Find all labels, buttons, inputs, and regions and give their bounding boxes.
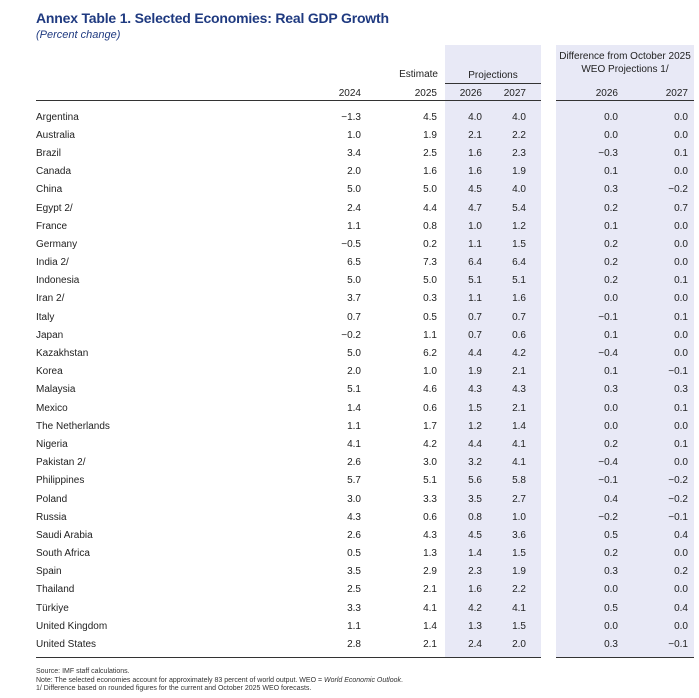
value-2027: 5.1 bbox=[512, 275, 526, 287]
value-2026: 1.0 bbox=[468, 220, 482, 232]
diff-2027: −0.1 bbox=[668, 639, 688, 651]
value-2024: 2.4 bbox=[347, 202, 361, 214]
diff-2026: 0.2 bbox=[604, 438, 618, 450]
diff-header-2026: 2026 bbox=[595, 88, 618, 99]
table-row bbox=[36, 399, 688, 417]
diff-2026: 0.3 bbox=[604, 639, 618, 651]
diff-2026: 0.3 bbox=[604, 384, 618, 396]
diff-2027: 0.0 bbox=[674, 129, 688, 141]
diff-2027: 0.0 bbox=[674, 238, 688, 250]
value-2026: 6.4 bbox=[468, 257, 482, 269]
country-name: Kazakhstan bbox=[36, 348, 89, 360]
table-row bbox=[36, 290, 688, 308]
country-name: Egypt 2/ bbox=[36, 202, 73, 214]
country-name: Saudi Arabia bbox=[36, 529, 93, 541]
diff-2026: −0.2 bbox=[598, 511, 618, 523]
value-2027: 4.1 bbox=[512, 438, 526, 450]
table-row bbox=[36, 126, 688, 144]
diff-header-2027: 2027 bbox=[665, 88, 688, 99]
country-name: Philippines bbox=[36, 475, 85, 487]
diff-2026: 0.0 bbox=[604, 402, 618, 414]
diff-2027: 0.1 bbox=[674, 402, 688, 414]
value-2027: 1.9 bbox=[512, 566, 526, 578]
value-2024: 1.1 bbox=[347, 620, 361, 632]
footnotes bbox=[36, 668, 403, 694]
value-2027: 1.5 bbox=[512, 620, 526, 632]
value-2025: 1.4 bbox=[423, 620, 437, 632]
value-2027: 4.2 bbox=[512, 348, 526, 360]
value-2026: 4.5 bbox=[468, 184, 482, 196]
diff-2026: 0.3 bbox=[604, 184, 618, 196]
value-2025: 3.0 bbox=[423, 457, 437, 469]
country-name: Malaysia bbox=[36, 384, 76, 396]
value-2027: 5.4 bbox=[512, 202, 526, 214]
value-2026: 0.7 bbox=[468, 311, 482, 323]
table-row bbox=[36, 381, 688, 399]
diff-2027: −0.2 bbox=[668, 493, 688, 505]
diff-2027: 0.1 bbox=[674, 275, 688, 287]
value-2027: 2.1 bbox=[512, 366, 526, 378]
diff-2026: 0.5 bbox=[604, 602, 618, 614]
diff-2027: 0.0 bbox=[674, 293, 688, 305]
table-row bbox=[36, 254, 688, 272]
diff-2026: 0.4 bbox=[604, 493, 618, 505]
table-row bbox=[36, 235, 688, 253]
diff-2027: 0.0 bbox=[674, 166, 688, 178]
diff-2026: 0.3 bbox=[604, 566, 618, 578]
value-2026: 4.4 bbox=[468, 438, 482, 450]
table-row bbox=[36, 363, 688, 381]
value-2026: 1.3 bbox=[468, 620, 482, 632]
diff-2027: 0.0 bbox=[674, 329, 688, 341]
value-2025: 0.3 bbox=[423, 293, 437, 305]
table-row bbox=[36, 617, 688, 635]
value-2024: −1.3 bbox=[341, 111, 361, 123]
country-name: South Africa bbox=[36, 548, 90, 560]
footnote-1: 1/ Difference based on rounded figures for the current and October 2025 WEO forecasts. bbox=[36, 685, 312, 693]
value-2027: 4.1 bbox=[512, 602, 526, 614]
table-row bbox=[36, 217, 688, 235]
value-2025: 5.0 bbox=[423, 275, 437, 287]
country-name: The Netherlands bbox=[36, 420, 110, 432]
country-name: Spain bbox=[36, 566, 62, 578]
diff-2026: 0.2 bbox=[604, 257, 618, 269]
value-2026: 4.5 bbox=[468, 529, 482, 541]
table-row bbox=[36, 581, 688, 599]
table-row bbox=[36, 599, 688, 617]
diff-2026: 0.2 bbox=[604, 548, 618, 560]
header-rule bbox=[36, 100, 541, 101]
diff-2026: 0.1 bbox=[604, 366, 618, 378]
diff-2026: −0.1 bbox=[598, 311, 618, 323]
diff-2027: 0.3 bbox=[674, 384, 688, 396]
table-row bbox=[36, 508, 688, 526]
diff-2026: −0.4 bbox=[598, 457, 618, 469]
country-name: Brazil bbox=[36, 147, 62, 159]
value-2026: 1.9 bbox=[468, 366, 482, 378]
col-header-2026: 2026 bbox=[459, 88, 482, 99]
diff-2027: 0.0 bbox=[674, 220, 688, 232]
diff-2026: 0.5 bbox=[604, 529, 618, 541]
table-row bbox=[36, 563, 688, 581]
value-2024: 0.7 bbox=[347, 311, 361, 323]
diff-2026: −0.1 bbox=[598, 475, 618, 487]
diff-2026: −0.4 bbox=[598, 348, 618, 360]
country-name: Italy bbox=[36, 311, 55, 323]
value-2027: 1.2 bbox=[512, 220, 526, 232]
value-2026: 2.4 bbox=[468, 639, 482, 651]
value-2027: 1.6 bbox=[512, 293, 526, 305]
diff-2027: 0.0 bbox=[674, 457, 688, 469]
value-2026: 5.1 bbox=[468, 275, 482, 287]
value-2024: 2.6 bbox=[347, 457, 361, 469]
country-name: Germany bbox=[36, 238, 78, 250]
table-row bbox=[36, 272, 688, 290]
country-name: China bbox=[36, 184, 63, 196]
value-2027: 0.6 bbox=[512, 329, 526, 341]
value-2027: 2.7 bbox=[512, 493, 526, 505]
source-note: Source: IMF staff calculations. bbox=[36, 668, 130, 675]
value-2024: 3.0 bbox=[347, 493, 361, 505]
value-2027: 0.7 bbox=[512, 311, 526, 323]
country-name: Iran 2/ bbox=[36, 293, 65, 305]
country-name: Indonesia bbox=[36, 275, 80, 287]
diff-2027: 0.4 bbox=[674, 529, 688, 541]
diff-2027: 0.1 bbox=[674, 311, 688, 323]
value-2027: 4.0 bbox=[512, 111, 526, 123]
country-name: Argentina bbox=[36, 111, 79, 123]
value-2024: 3.7 bbox=[347, 293, 361, 305]
value-2027: 2.0 bbox=[512, 639, 526, 651]
country-name: Canada bbox=[36, 166, 72, 178]
diff-2026: 0.0 bbox=[604, 584, 618, 596]
country-name: Thailand bbox=[36, 584, 75, 596]
value-2025: 2.1 bbox=[423, 584, 437, 596]
diff-2027: 0.1 bbox=[674, 147, 688, 159]
diff-2027: 0.0 bbox=[674, 420, 688, 432]
difference-label-line2: WEO Projections 1/ bbox=[581, 64, 669, 75]
country-name: Nigeria bbox=[36, 438, 68, 450]
value-2024: 0.5 bbox=[347, 548, 361, 560]
value-2024: 5.7 bbox=[347, 475, 361, 487]
table-row bbox=[36, 326, 688, 344]
value-2026: 0.8 bbox=[468, 511, 482, 523]
value-2026: 1.1 bbox=[468, 293, 482, 305]
value-2024: 4.3 bbox=[347, 511, 361, 523]
value-2025: 6.2 bbox=[423, 348, 437, 360]
table-row bbox=[36, 417, 688, 435]
diff-2026: 0.1 bbox=[604, 329, 618, 341]
value-2027: 1.5 bbox=[512, 548, 526, 560]
value-2027: 1.9 bbox=[512, 166, 526, 178]
diff-2026: 0.1 bbox=[604, 220, 618, 232]
value-2025: 2.5 bbox=[423, 147, 437, 159]
value-2027: 1.0 bbox=[512, 511, 526, 523]
country-name: Mexico bbox=[36, 402, 68, 414]
value-2027: 2.3 bbox=[512, 147, 526, 159]
value-2024: −0.2 bbox=[341, 329, 361, 341]
table-title: Annex Table 1. Selected Economies: Real GDP Growth bbox=[36, 10, 389, 26]
col-header-2024: 2024 bbox=[338, 88, 361, 99]
value-2026: 1.4 bbox=[468, 548, 482, 560]
diff-2027: −0.1 bbox=[668, 511, 688, 523]
diff-2026: 0.0 bbox=[604, 293, 618, 305]
diff-2027: 0.0 bbox=[674, 620, 688, 632]
value-2027: 4.3 bbox=[512, 384, 526, 396]
value-2025: 4.2 bbox=[423, 438, 437, 450]
value-2024: −0.5 bbox=[341, 238, 361, 250]
table-row bbox=[36, 490, 688, 508]
value-2026: 3.5 bbox=[468, 493, 482, 505]
value-2026: 4.4 bbox=[468, 348, 482, 360]
table-row bbox=[36, 144, 688, 162]
country-name: Japan bbox=[36, 329, 64, 341]
value-2024: 1.4 bbox=[347, 402, 361, 414]
value-2025: 2.9 bbox=[423, 566, 437, 578]
diff-2027: −0.1 bbox=[668, 366, 688, 378]
value-2025: 2.1 bbox=[423, 639, 437, 651]
value-2024: 5.1 bbox=[347, 384, 361, 396]
value-2026: 1.2 bbox=[468, 420, 482, 432]
table-row bbox=[36, 344, 688, 362]
value-2027: 2.2 bbox=[512, 129, 526, 141]
table-row bbox=[36, 199, 688, 217]
value-2027: 6.4 bbox=[512, 257, 526, 269]
value-2026: 4.0 bbox=[468, 111, 482, 123]
country-name: Poland bbox=[36, 493, 68, 505]
value-2025: 3.3 bbox=[423, 493, 437, 505]
value-2025: 4.6 bbox=[423, 384, 437, 396]
value-2025: 4.1 bbox=[423, 602, 437, 614]
difference-label-line1: Difference from October 2025 bbox=[559, 51, 691, 62]
diff-2027: 0.1 bbox=[674, 438, 688, 450]
value-2026: 1.6 bbox=[468, 584, 482, 596]
value-2024: 2.5 bbox=[347, 584, 361, 596]
table-row bbox=[36, 472, 688, 490]
col-header-2025: 2025 bbox=[414, 88, 437, 99]
country-name: Russia bbox=[36, 511, 67, 523]
estimate-label: Estimate bbox=[399, 69, 438, 80]
value-2027: 2.1 bbox=[512, 402, 526, 414]
general-note-italic: World Economic Outlook bbox=[324, 676, 402, 684]
value-2025: 7.3 bbox=[423, 257, 437, 269]
value-2024: 1.1 bbox=[347, 220, 361, 232]
value-2024: 2.0 bbox=[347, 366, 361, 378]
diff-2027: 0.7 bbox=[674, 202, 688, 214]
general-note-suffix: . bbox=[401, 676, 403, 684]
value-2027: 5.8 bbox=[512, 475, 526, 487]
value-2024: 3.4 bbox=[347, 147, 361, 159]
country-name: France bbox=[36, 220, 68, 232]
value-2024: 6.5 bbox=[347, 257, 361, 269]
value-2025: 4.3 bbox=[423, 529, 437, 541]
value-2025: 0.2 bbox=[423, 238, 437, 250]
value-2026: 3.2 bbox=[468, 457, 482, 469]
diff-2026: 0.0 bbox=[604, 129, 618, 141]
diff-2026: 0.0 bbox=[604, 111, 618, 123]
value-2024: 2.0 bbox=[347, 166, 361, 178]
value-2026: 1.1 bbox=[468, 238, 482, 250]
diff-2027: 0.0 bbox=[674, 584, 688, 596]
value-2027: 1.5 bbox=[512, 238, 526, 250]
table-row bbox=[36, 181, 688, 199]
value-2027: 1.4 bbox=[512, 420, 526, 432]
value-2026: 2.3 bbox=[468, 566, 482, 578]
value-2024: 2.6 bbox=[347, 529, 361, 541]
general-note bbox=[36, 677, 403, 686]
value-2025: 1.3 bbox=[423, 548, 437, 560]
diff-2027: 0.4 bbox=[674, 602, 688, 614]
diff-2026: 0.0 bbox=[604, 420, 618, 432]
value-2026: 1.5 bbox=[468, 402, 482, 414]
country-name: United States bbox=[36, 639, 97, 651]
table-row bbox=[36, 635, 688, 653]
value-2026: 0.7 bbox=[468, 329, 482, 341]
table-row bbox=[36, 308, 688, 326]
value-2025: 4.5 bbox=[423, 111, 437, 123]
value-2026: 2.1 bbox=[468, 129, 482, 141]
diff-2026: 0.1 bbox=[604, 166, 618, 178]
diff-2026: 0.0 bbox=[604, 620, 618, 632]
table-row bbox=[36, 545, 688, 563]
value-2026: 4.3 bbox=[468, 384, 482, 396]
country-name: Pakistan 2/ bbox=[36, 457, 86, 469]
value-2025: 1.0 bbox=[423, 366, 437, 378]
value-2024: 3.5 bbox=[347, 566, 361, 578]
value-2025: 1.7 bbox=[423, 420, 437, 432]
value-2026: 5.6 bbox=[468, 475, 482, 487]
value-2027: 3.6 bbox=[512, 529, 526, 541]
value-2025: 5.1 bbox=[423, 475, 437, 487]
general-note-prefix: Note: The selected economies account for approximately 83 percent of world output. WEO = bbox=[36, 676, 324, 684]
table-row bbox=[36, 526, 688, 544]
value-2024: 5.0 bbox=[347, 275, 361, 287]
diff-2027: −0.2 bbox=[668, 475, 688, 487]
diff-2026: −0.3 bbox=[598, 147, 618, 159]
value-2025: 5.0 bbox=[423, 184, 437, 196]
col-header-2027: 2027 bbox=[503, 88, 526, 99]
value-2026: 4.2 bbox=[468, 602, 482, 614]
value-2024: 1.0 bbox=[347, 129, 361, 141]
value-2027: 2.2 bbox=[512, 584, 526, 596]
value-2025: 1.6 bbox=[423, 166, 437, 178]
table-row bbox=[36, 435, 688, 453]
value-2024: 5.0 bbox=[347, 184, 361, 196]
gdp-table bbox=[36, 108, 688, 654]
difference-bottom-rule bbox=[556, 657, 694, 658]
diff-2027: 0.2 bbox=[674, 566, 688, 578]
value-2027: 4.0 bbox=[512, 184, 526, 196]
diff-2027: −0.2 bbox=[668, 184, 688, 196]
value-2024: 3.3 bbox=[347, 602, 361, 614]
diff-2027: 0.0 bbox=[674, 257, 688, 269]
bottom-rule bbox=[36, 657, 541, 658]
value-2026: 1.6 bbox=[468, 166, 482, 178]
value-2024: 2.8 bbox=[347, 639, 361, 651]
value-2025: 0.6 bbox=[423, 402, 437, 414]
diff-2026: 0.2 bbox=[604, 275, 618, 287]
diff-2027: 0.0 bbox=[674, 548, 688, 560]
projections-label: Projections bbox=[468, 70, 518, 81]
table-row bbox=[36, 108, 688, 126]
projections-underline bbox=[445, 83, 541, 84]
country-name: Türkiye bbox=[36, 602, 69, 614]
country-name: Korea bbox=[36, 366, 63, 378]
value-2024: 4.1 bbox=[347, 438, 361, 450]
value-2024: 5.0 bbox=[347, 348, 361, 360]
value-2025: 0.6 bbox=[423, 511, 437, 523]
table-subtitle: (Percent change) bbox=[36, 29, 121, 41]
value-2025: 0.8 bbox=[423, 220, 437, 232]
value-2026: 4.7 bbox=[468, 202, 482, 214]
country-name: India 2/ bbox=[36, 257, 69, 269]
diff-2026: 0.2 bbox=[604, 238, 618, 250]
diff-2026: 0.2 bbox=[604, 202, 618, 214]
value-2027: 4.1 bbox=[512, 457, 526, 469]
value-2026: 1.6 bbox=[468, 147, 482, 159]
value-2025: 1.1 bbox=[423, 329, 437, 341]
country-name: Australia bbox=[36, 129, 75, 141]
diff-2027: 0.0 bbox=[674, 348, 688, 360]
diff-2027: 0.0 bbox=[674, 111, 688, 123]
country-name: United Kingdom bbox=[36, 620, 108, 632]
difference-header-rule bbox=[556, 100, 694, 101]
value-2025: 0.5 bbox=[423, 311, 437, 323]
table-row bbox=[36, 454, 688, 472]
value-2025: 4.4 bbox=[423, 202, 437, 214]
value-2025: 1.9 bbox=[423, 129, 437, 141]
value-2024: 1.1 bbox=[347, 420, 361, 432]
table-row bbox=[36, 163, 688, 181]
